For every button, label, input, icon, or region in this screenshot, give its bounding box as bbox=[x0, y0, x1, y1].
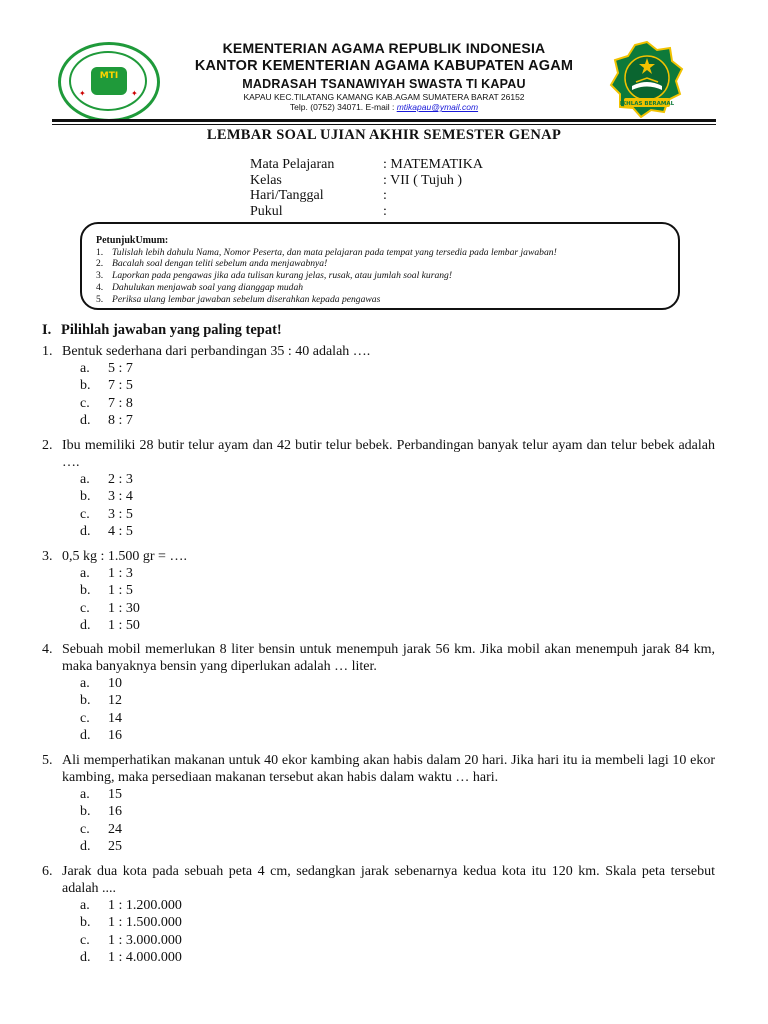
option-b: b. 12 bbox=[80, 693, 122, 709]
option-b: b. 7 : 5 bbox=[80, 378, 133, 394]
header-divider-thin bbox=[52, 124, 716, 125]
option-a: a. 1 : 3 bbox=[80, 566, 133, 581]
question-text: Bentuk sederhana dari perbandingan 35 : 40 adalah …. bbox=[62, 344, 371, 359]
header-office: KANTOR KEMENTERIAN AGAMA KABUPATEN AGAM bbox=[194, 58, 574, 74]
question-text: Sebuah mobil memerlukan 8 liter bensin untuk menempuh jarak 56 km. Jika mobil akan menempuh jarak 84 km, maka banyaknya bensin yang diperlukan adalah … liter. bbox=[62, 642, 715, 674]
question-3 bbox=[42, 548, 715, 634]
option-c: c. 24 bbox=[80, 821, 122, 837]
header-address: KAPAU KEC.TILATANG KAMANG KAB.AGAM SUMATERA BARAT 26152 bbox=[243, 92, 525, 102]
header-contact bbox=[168, 102, 600, 112]
option-c: c. 7 : 8 bbox=[80, 395, 133, 411]
instructions-box bbox=[80, 222, 680, 310]
question-number: 2. bbox=[42, 438, 53, 453]
header-school: MADRASAH TSANAWIYAH SWASTA TI KAPAU bbox=[242, 77, 526, 91]
section-heading: I. Pilihlah jawaban yang paling tepat! bbox=[42, 322, 282, 338]
instruction-item: 1. Tulislah lebih dahulu Nama, Nomor Peserta, dan mata pelajaran pada tempat yang tersedia pada lembar jawaban! bbox=[96, 246, 557, 258]
option-a: a. 15 bbox=[80, 787, 122, 802]
option-b: b. 1 : 5 bbox=[80, 583, 133, 599]
svg-text:IKHLAS BERAMAL: IKHLAS BERAMAL bbox=[619, 101, 675, 107]
option-a: a. 2 : 3 bbox=[80, 472, 133, 487]
question-1 bbox=[42, 343, 715, 429]
header-ministry: KEMENTERIAN AGAMA REPUBLIK INDONESIA bbox=[222, 40, 546, 56]
instruction-item: 2. Bacalah soal dengan teliti sebelum anda menjawabnya! bbox=[96, 258, 328, 270]
option-d: d. 1 : 50 bbox=[80, 617, 140, 633]
question-number: 3. bbox=[42, 549, 53, 564]
option-d: d. 4 : 5 bbox=[80, 523, 133, 539]
option-d: d. 8 : 7 bbox=[80, 412, 133, 428]
exam-title: LEMBAR SOAL UJIAN AKHIR SEMESTER GENAP bbox=[206, 127, 562, 143]
question-number: 1. bbox=[42, 344, 53, 359]
kemenag-emblem-icon bbox=[608, 40, 686, 118]
info-row-time: Pukul : bbox=[250, 203, 387, 219]
instruction-item: 5. Periksa ulang lembar jawaban sebelum diserahkan kepada pengawas bbox=[96, 293, 381, 305]
info-row-date: Hari/Tanggal : bbox=[250, 188, 387, 203]
instruction-item: 3. Laporkan pada pengawas jika ada tulisan kurang jelas, rusak, atau jumlah soal kurang! bbox=[96, 270, 453, 282]
question-number: 5. bbox=[42, 753, 53, 768]
instructions-title: PetunjukUmum: bbox=[96, 235, 169, 246]
question-text: 0,5 kg : 1.500 gr = …. bbox=[62, 549, 187, 564]
question-4 bbox=[42, 641, 715, 744]
question-6 bbox=[42, 863, 715, 966]
option-d: d. 16 bbox=[80, 727, 122, 743]
option-a: a. 10 bbox=[80, 676, 122, 691]
question-5 bbox=[42, 752, 715, 855]
exam-info bbox=[250, 157, 483, 219]
question-number: 4. bbox=[42, 642, 53, 657]
info-row-subject: Mata Pelajaran : MATEMATIKA bbox=[250, 157, 483, 172]
question-text: Jarak dua kota pada sebuah peta 4 cm, sedangkan jarak sebenarnya kedua kota itu 120 km. Skala peta tersebut adalah .... bbox=[62, 864, 715, 896]
option-d: d. 25 bbox=[80, 838, 122, 854]
instruction-item: 4. Dahulukan menjawab soal yang dianggap mudah bbox=[96, 281, 304, 293]
header-divider-thick bbox=[52, 119, 716, 122]
option-b: b. 16 bbox=[80, 804, 122, 820]
question-text: Ali memperhatikan makanan untuk 40 ekor kambing akan habis dalam 20 hari. Jika hari itu ia membeli lagi 10 ekor kambing, maka persediaan makanan tersebut akan habis dalam waktu … hari. bbox=[62, 753, 715, 785]
option-c: c. 14 bbox=[80, 710, 122, 726]
option-b: b. 3 : 4 bbox=[80, 489, 133, 505]
option-c: c. 1 : 30 bbox=[80, 600, 140, 616]
madrasah-emblem-icon: MTI ✦ ✦ bbox=[58, 42, 160, 122]
question-text: Ibu memiliki 28 butir telur ayam dan 42 butir telur bebek. Perbandingan banyak telur ayam dan telur bebek adalah …. bbox=[62, 438, 715, 470]
question-2 bbox=[42, 437, 715, 540]
option-d: d. 1 : 4.000.000 bbox=[80, 949, 182, 965]
option-c: c. 3 : 5 bbox=[80, 506, 133, 522]
option-c: c. 1 : 3.000.000 bbox=[80, 932, 182, 948]
header-phone: Telp. (0752) 34071. E-mail : bbox=[289, 102, 397, 112]
email-link[interactable]: mtikapau@ymail.com bbox=[396, 102, 479, 112]
option-b: b. 1 : 1.500.000 bbox=[80, 915, 182, 931]
option-a: a. 5 : 7 bbox=[80, 361, 133, 376]
info-row-class: Kelas : VII ( Tujuh ) bbox=[250, 172, 463, 188]
option-a: a. 1 : 1.200.000 bbox=[80, 898, 182, 913]
question-number: 6. bbox=[42, 864, 53, 879]
